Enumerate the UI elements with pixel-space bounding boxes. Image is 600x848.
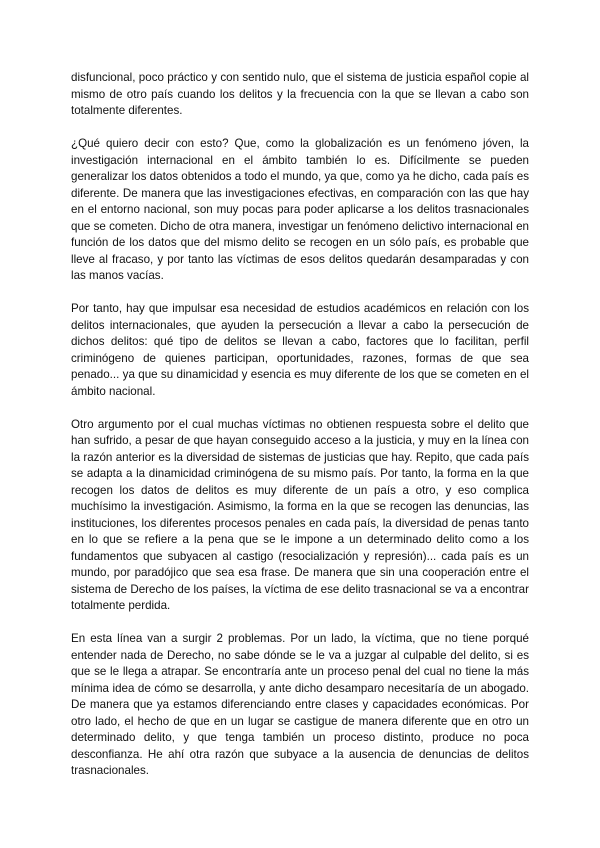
paragraph-2: ¿Qué quiero decir con esto? Que, como la globalización es un fenómeno jóven, la investigación internacional en el ámbito también lo es. Difícilmente se pueden generalizar los datos obtenidos a todo el mundo, ya que, como ya he dicho, cada país es diferente. De manera que las investigaciones efectivas, en comparación con las que hay en el entorno nacional, son muy pocas para poder aplicarse a los delitos trasnacionales que se cometen. Dicho de otra manera, investigar un fenómeno delictivo internacional en función de los datos que del mismo delito se recogen en un sólo país, es probable que lleve al fracaso, y por tanto las víctimas de esos delitos quedarán desamparadas y con las manos vacías.: [71, 137, 529, 282]
paragraph-3: Por tanto, hay que impulsar esa necesidad de estudios académicos en relación con los delitos internacionales, que ayuden la persecución a llevar a cabo la persecución de dichos delitos: qué tipo de delitos se llevan a cabo, factores que lo facilitan, perfil criminógeno de quienes participan, oportunidades, razones, formas de que sea penado... ya que su dinamicidad y esencia es muy diferente de los que se cometen en el ámbito nacional.: [71, 302, 529, 398]
paragraph-4: Otro argumento por el cual muchas víctimas no obtienen respuesta sobre el delito que han sufrido, a pesar de que hayan conseguido acceso a la justicia, y muy en la línea con la razón anterior es la diversidad de sistemas de justicias que hay. Repito, que cada país se adapta a la dinamicidad criminógena de su mismo país. Por tanto, la forma en la que recogen los datos de delitos es muy diferente de un país a otro, y eso complica muchísimo la investigación. Asimismo, la forma en la que se recogen las denuncias, las instituciones, los diferentes procesos penales en cada país, la diversidad de penas tanto en lo que se refiere a la pena que se le impone a un determinado delito como a los fundamentos que subyacen al castigo (resocialización y represión)... cada país es un mundo, por paradójico que sea esa frase. De manera que sin una cooperación entre el sistema de Derecho de los países, la víctima de ese delito trasnacional se va a encontrar totalmente perdida.: [71, 417, 529, 612]
paragraph-5: En esta línea van a surgir 2 problemas. Por un lado, la víctima, que no tiene porqué entender nada de Derecho, no sabe dónde se le va a juzgar al culpable del delito, si es que se le llega a atrapar. Se encontraría ante un proceso penal del cual no tiene la más mínima idea de cómo se desarrolla, y ante dicho desamparo necesitaría de un abogado. De manera que ya estamos diferenciando entre clases y capacidades económicas. Por otro lado, el hecho de que en un lugar se castigue de manera diferente que en otro un determinado delito, y que tenga también un proceso distinto, produce no poca desconfianza. He ahí otra razón que subyace a la ausencia de denuncias de delitos trasnacionales.: [71, 632, 529, 777]
paragraph-1: disfuncional, poco práctico y con sentido nulo, que el sistema de justicia español copie al mismo de otro país cuando los delitos y la frecuencia con la que se llevan a cabo son totalmente diferentes.: [71, 71, 529, 117]
